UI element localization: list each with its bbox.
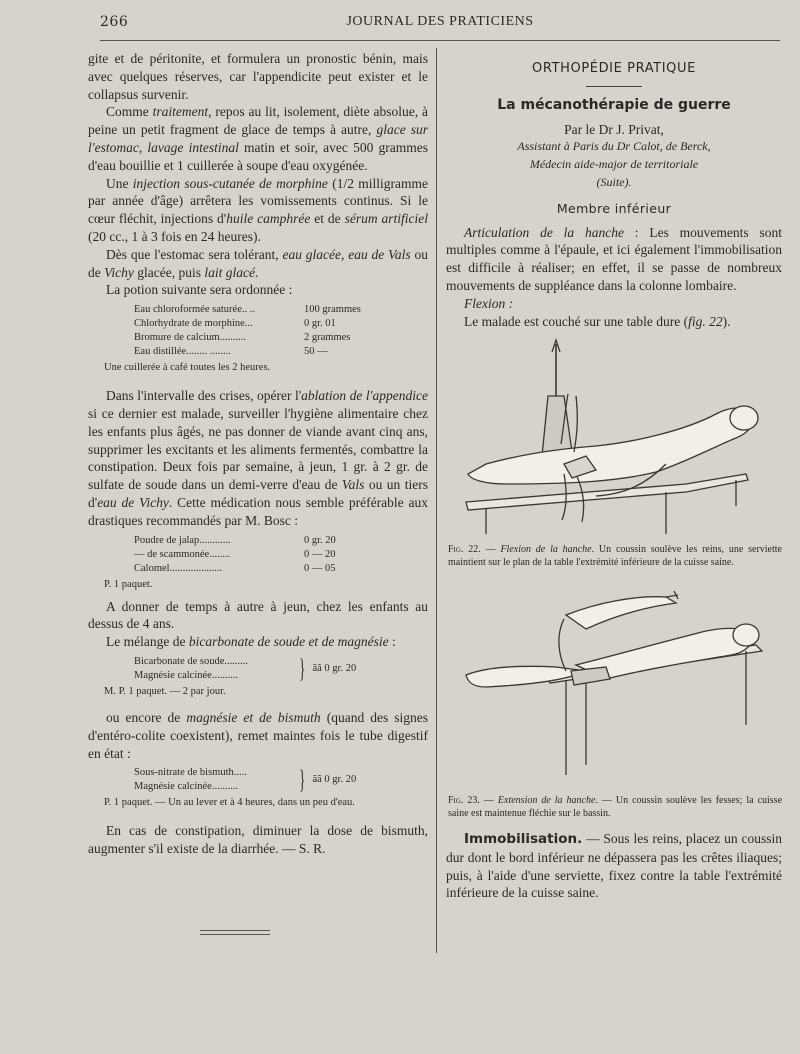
- section-rule: [586, 86, 642, 87]
- figure-23-illustration: [446, 575, 772, 785]
- brace-symbol: }: [299, 765, 306, 795]
- section-heading: ORTHOPÉDIE PRATIQUE: [532, 61, 696, 76]
- paragraph: Dès que l'estomac sera tolérant, eau glacée, eau de Vals ou de Vichy glacée, puis lait glacé.: [88, 246, 428, 280]
- paragraph: Immobilisation. — Sous les reins, placez un coussin dur dont le bord inférieur ne dépassera pas les crêtes iliaques; puis, à l'aide d'une serviette, fixez contre la table l'extrémité inférieure de la cuisse saine.: [446, 830, 782, 901]
- paragraph: A donner de temps à autre à jeun, chez les enfants au dessus de 4 ans.: [88, 598, 428, 632]
- header-rule: [100, 40, 780, 41]
- recipe-row: Eau chloroformée saturée.. .. 100 grammes: [134, 304, 361, 316]
- recipe-note: Une cuillerée à café toutes les 2 heures.: [104, 362, 271, 374]
- paragraph: gite et de péritonite, et formulera un pronostic bénin, mais avec quelques réserves, car l'appendicite peut exister et le collapsus survenir.: [88, 51, 428, 102]
- paragraph: La potion suivante sera ordonnée :: [106, 282, 293, 298]
- left-column: [88, 50, 428, 858]
- recipe-note: M. P. 1 paquet. — 2 par jour.: [104, 685, 226, 697]
- paragraph: Articulation de la hanche : Les mouvements sont multiples comme à l'épaule, et ici également l'immobilisation est difficile à réaliser; en effet, il se passe de nombreux mouvements de suppléance dans la colonne lombaire.: [446, 224, 782, 293]
- figure-22-caption: Fig. 22. — Flexion de la hanche. Un coussin soulève les reins, une serviette maintient sur le plan de la table l'extrémité inférieure de la cuisse saine.: [448, 544, 782, 569]
- paragraph: Le malade est couché sur une table dure (fig. 22).: [464, 313, 731, 329]
- paragraph: Flexion :: [464, 295, 514, 311]
- prescription-3: Bicarbonate de soude......... Magnésie calcinée.......... } ãã 0 gr. 20: [134, 653, 357, 683]
- column-divider: [436, 48, 437, 953]
- prescription-4: Sous-nitrate de bismuth..... Magnésie calcinée.......... } ãã 0 gr. 20: [134, 765, 357, 795]
- recipe-dose: ãã 0 gr. 20: [312, 774, 357, 786]
- page-number: 266: [100, 14, 129, 30]
- recipe-note: P. 1 paquet.: [104, 578, 153, 590]
- end-rule: [200, 934, 270, 935]
- brace-symbol: }: [299, 653, 306, 683]
- paragraph: Une injection sous-cutanée de morphine (1/2 milligramme par année d'âge) arrêtera les vomissements continus. Si le cœur fléchit, injections d'huile camphrée et de sérum artificiel (20 cc., 1 à 3 fois en 24 heures).: [88, 175, 428, 244]
- recipe-row: Calomel.................... 0 — 05: [134, 562, 336, 574]
- recipe-row: Eau distillée........ ........ 50 —: [134, 346, 328, 358]
- affiliation: Assistant à Paris du Dr Calot, de Berck,: [517, 139, 711, 154]
- paragraph: ou encore de magnésie et de bismuth (quand des signes d'entéro-colite coexistent), remet maintes fois le tube digestif en état :: [88, 709, 429, 761]
- recipe-row: Poudre de jalap............ 0 gr. 20: [134, 534, 336, 546]
- paragraph: Dans l'intervalle des crises, opérer l'ablation de l'appendice si ce dernier est malade, surveiller l'hygiène alimentaire chez les enfants plus âgés, ne pas donner de viande avant cinq ans, supprimer les excitants et les aliments fermentés, combattre la constipation. Deux fois par semaine, à jeun, 1 gr. à 2 gr. de sulfate de soude dans un demi-verre d'eau de Vals ou un tiers d'eau de Vichy. Cette médication nous semble préférable aux drastiques recommandés par M. Bosc :: [88, 388, 429, 528]
- recipe-row: — de scammonée........ 0 — 20: [134, 548, 336, 560]
- journal-title: JOURNAL DES PRATICIENS: [346, 14, 534, 29]
- recipe-dose: ãã 0 gr. 20: [312, 662, 357, 674]
- paragraph: Comme traitement, repos au lit, isolement, diète absolue, à peine un petit fragment de glace de temps à autre, glace sur l'estomac, lavage intestinal matin et soir, avec 500 grammes d'eau bouillie et 1 cuillerée à soupe d'eau oxygénée.: [88, 104, 428, 173]
- figure-23-caption: Fig. 23. — Extension de la hanche. — Un coussin soulève les fesses; la cuisse saine est maintenue fléchie sur le bassin.: [448, 794, 783, 819]
- paragraph: En cas de constipation, diminuer la dose de bismuth, augmenter s'il existe de la diarrhée. — S. R.: [88, 823, 428, 857]
- affiliation: Médecin aide-major de territoriale: [529, 157, 699, 172]
- prescription-1: [134, 303, 428, 359]
- right-column: [446, 50, 782, 902]
- figure-22-illustration: [446, 334, 772, 534]
- paragraph: Le mélange de bicarbonate de soude et de magnésie :: [106, 634, 396, 650]
- subsection-heading: Membre inférieur: [556, 200, 672, 216]
- byline: Par le Dr J. Privat,: [564, 121, 664, 137]
- recipe-row: Chlorhydrate de morphine... 0 gr. 01: [134, 318, 336, 330]
- recipe-row: Bromure de calcium.......... 2 grammes: [134, 332, 351, 344]
- article-title: La mécanothérapie de guerre: [497, 96, 731, 113]
- suite-label: (Suite).: [596, 174, 632, 189]
- prescription-2: [134, 534, 428, 576]
- end-rule: [200, 930, 270, 931]
- recipe-note: P. 1 paquet. — Un au lever et à 4 heures, dans un peu d'eau.: [104, 797, 355, 809]
